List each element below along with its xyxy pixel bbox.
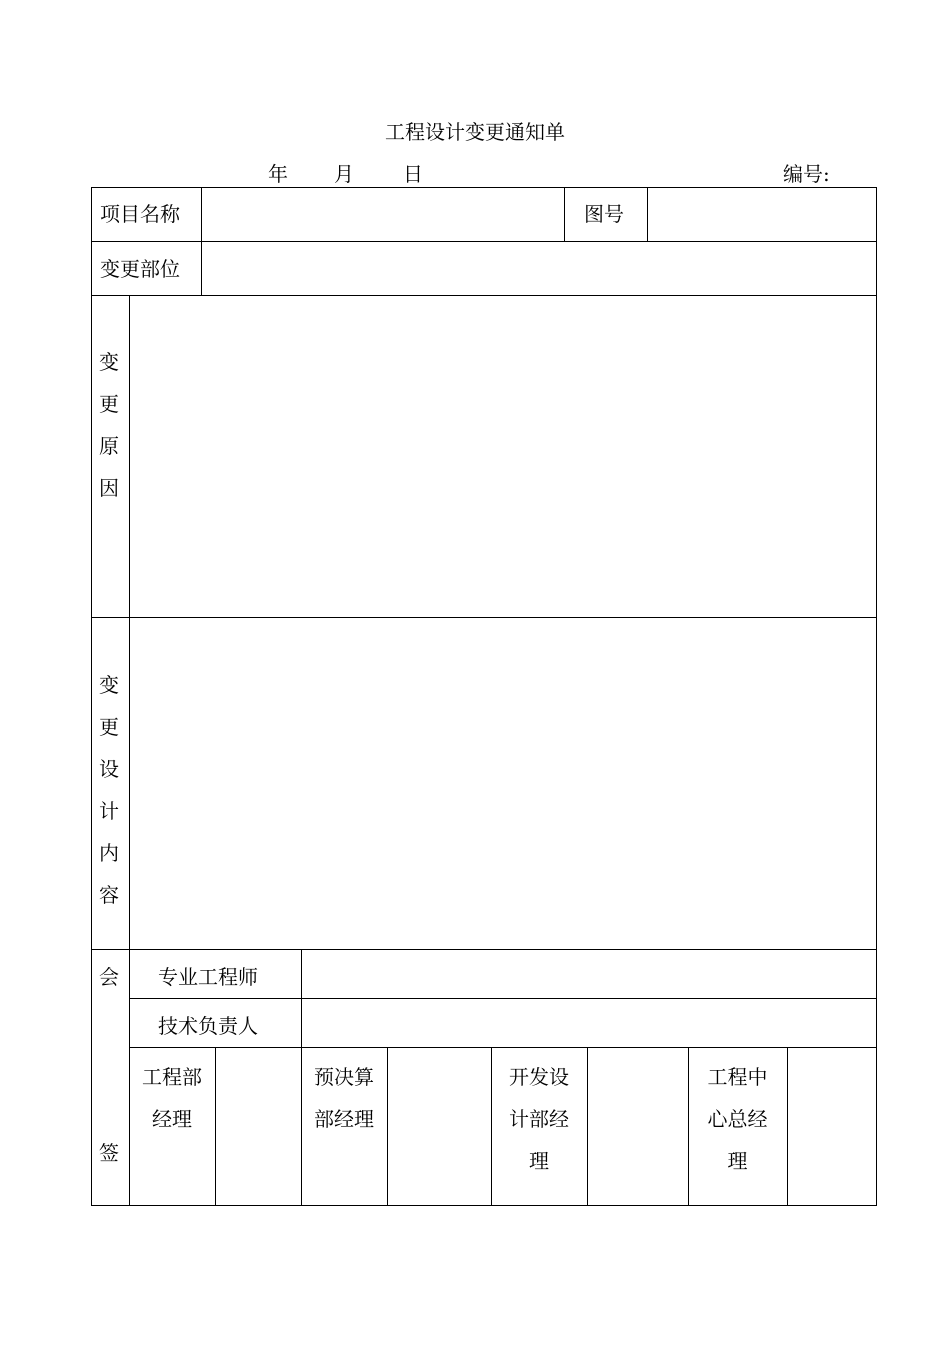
col-divider [387,1047,388,1206]
row-divider [91,949,877,950]
engineer-label: 专业工程师 [158,965,258,989]
col-divider [215,1047,216,1206]
drawing-no-label: 图号 [584,202,624,226]
col-divider [564,187,565,242]
change-location-label: 变更部位 [100,257,180,281]
manager-center-label: 工程中 心总经 理 [707,1065,768,1173]
row-divider [91,617,877,618]
col-divider [647,187,648,242]
manager-budget-label: 预决算 部经理 [314,1065,374,1131]
row-divider [91,241,877,242]
col-divider [787,1047,788,1206]
manager-engineering-label: 工程部 经理 [142,1065,202,1131]
month-label: 月 [334,162,354,186]
project-name-label: 项目名称 [100,202,180,226]
tech-lead-label: 技术负责人 [158,1014,258,1038]
col-divider [587,1047,588,1206]
col-divider [201,187,202,296]
year-label: 年 [268,162,288,186]
countersign-label-top: 会 [99,965,119,989]
day-label: 日 [403,162,423,186]
number-label: 编号: [783,162,830,186]
row-divider [91,295,877,296]
form-title: 工程设计变更通知单 [385,120,565,144]
countersign-label-bottom: 签 [99,1141,119,1165]
change-reason-label: 变 更 原 因 [99,350,119,500]
row-divider [129,1047,877,1048]
form-table [91,187,877,1206]
row-divider [129,998,877,999]
change-content-label: 变 更 设 计 内 容 [99,673,119,907]
manager-design-label: 开发设 计部经 理 [509,1065,569,1173]
